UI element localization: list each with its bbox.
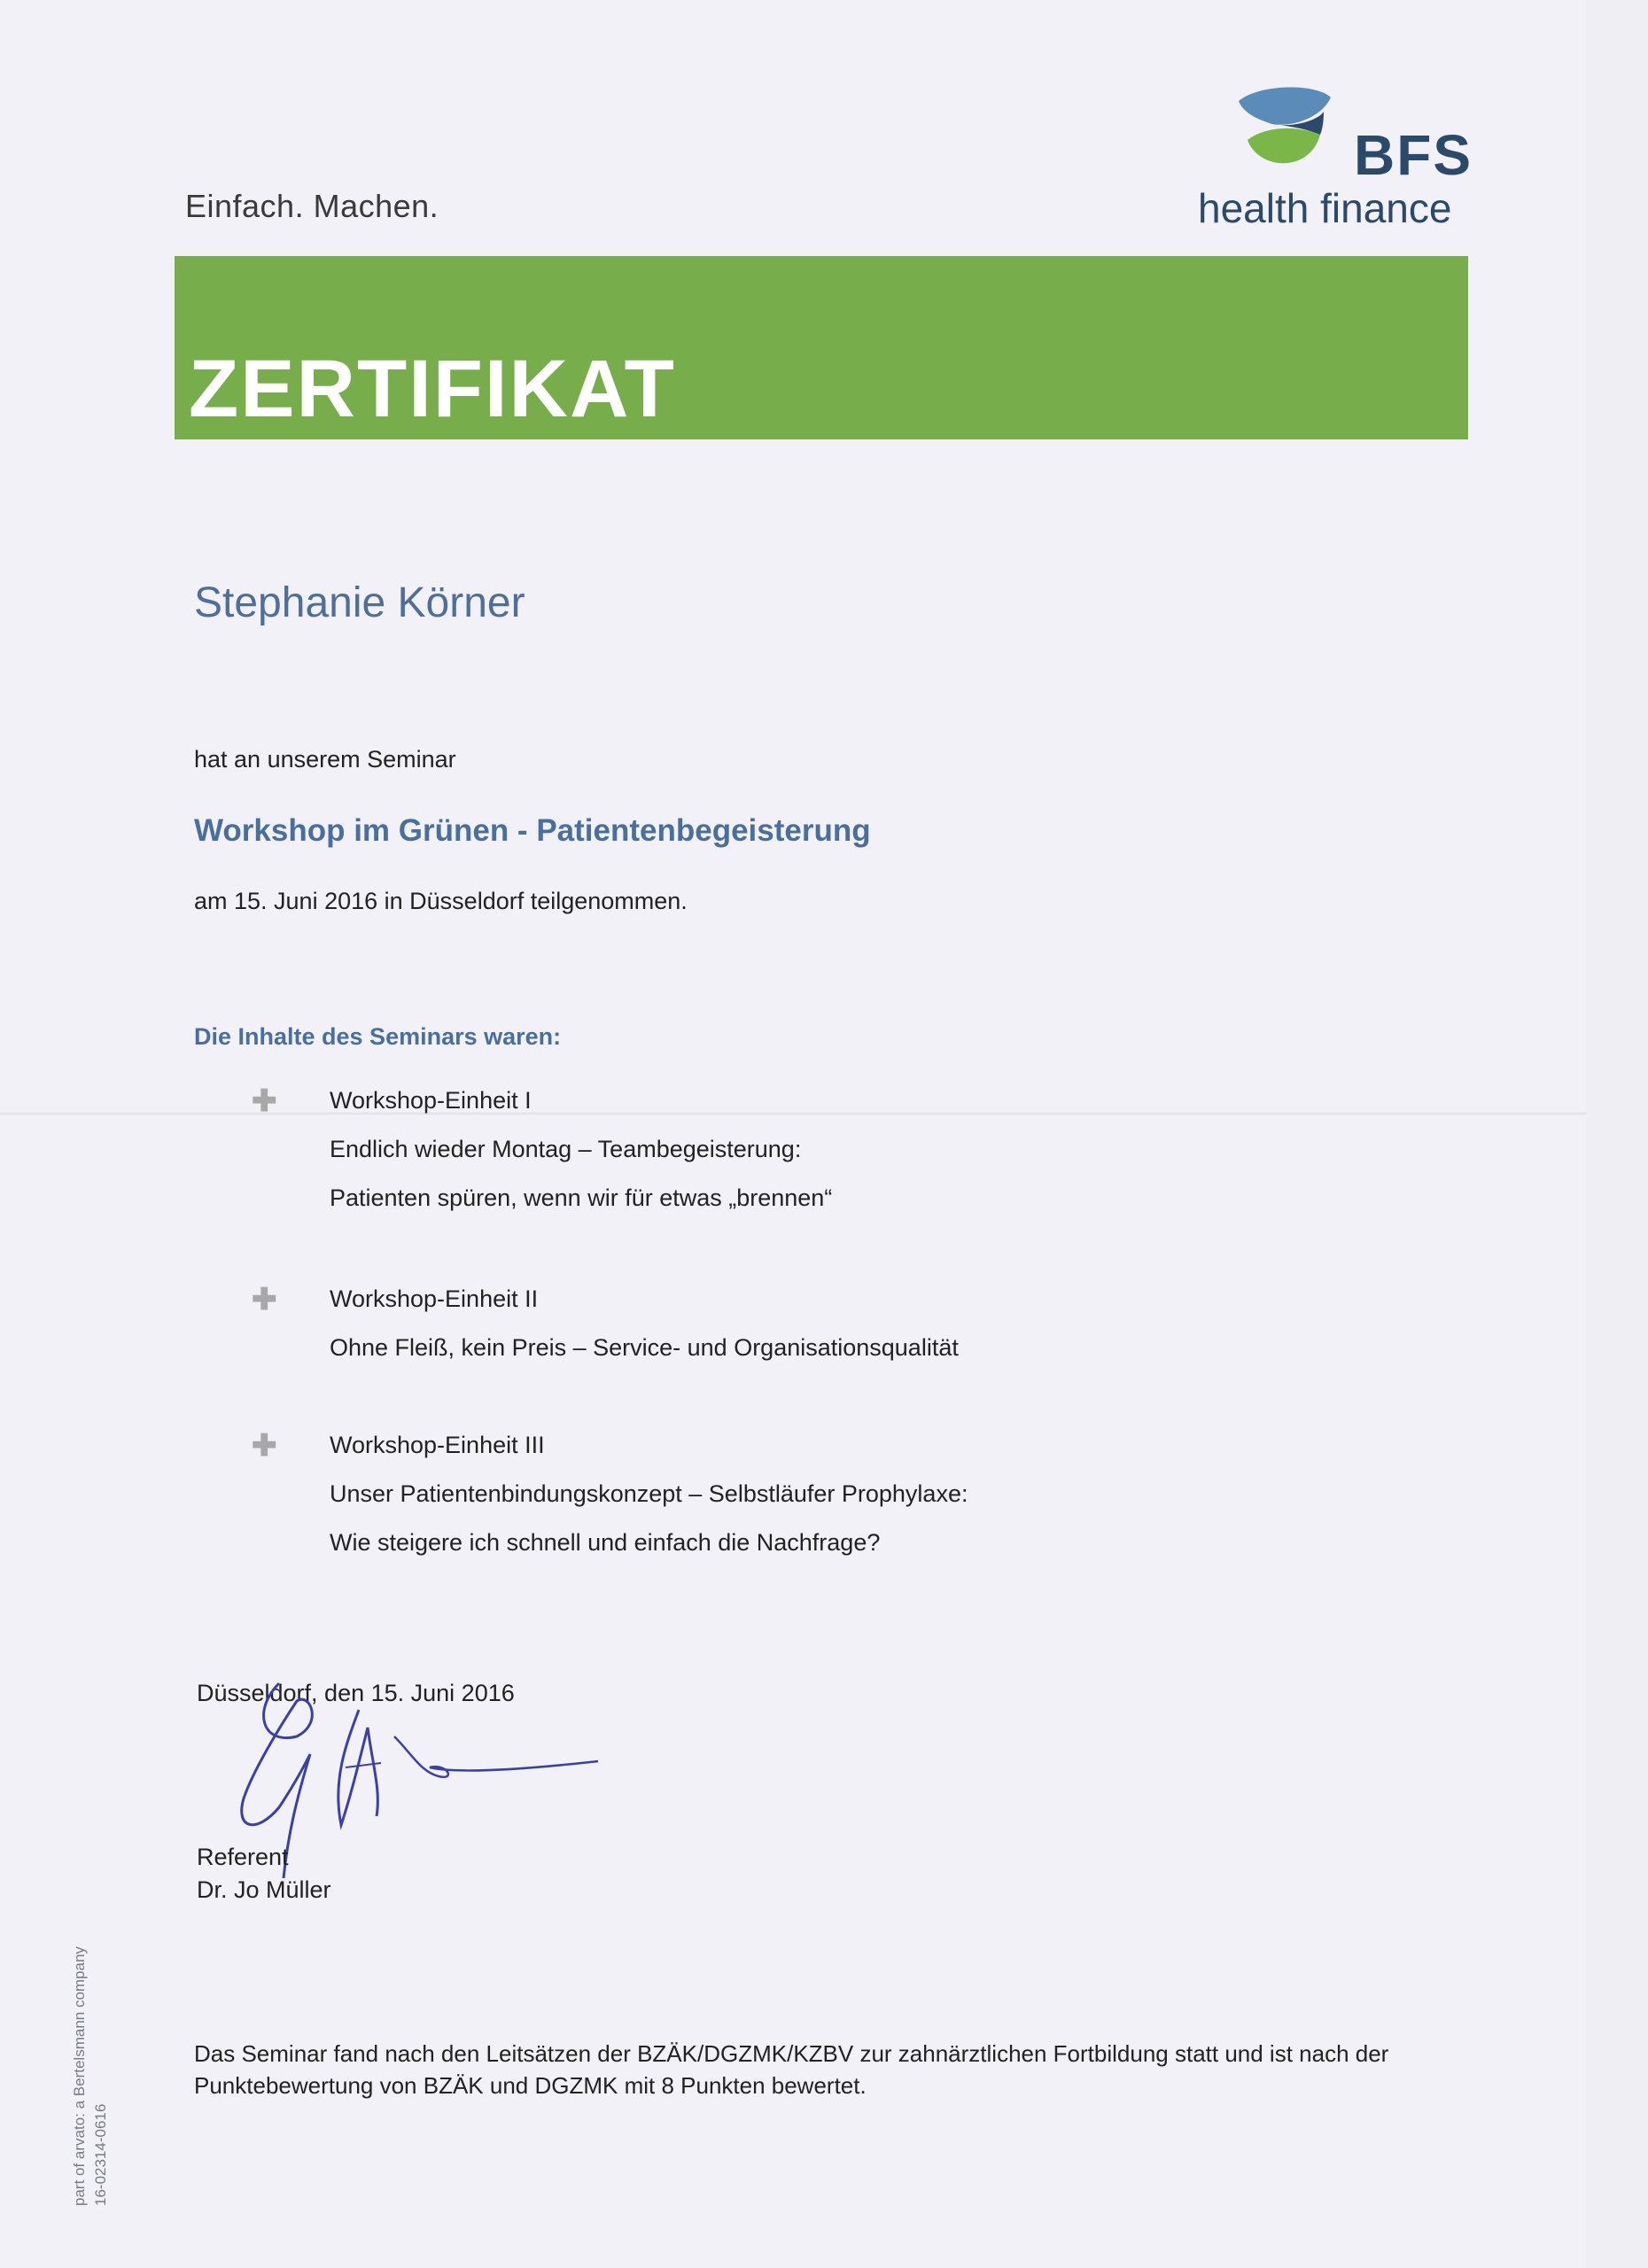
referent-label: Referent bbox=[197, 1844, 289, 1870]
logo-brand: BFS bbox=[1354, 123, 1473, 187]
logo-subtitle: health finance bbox=[1198, 185, 1452, 231]
footnote: Das Seminar fand nach den Leitsätzen der BZÄK/DGZMK/KZBV zur zahnärztlichen Fortbildung statt und ist nach der Punktebewertung von BZÄK und DGZMK mit 8 Punkten bewertet. bbox=[194, 2040, 1389, 2099]
item-1-title: Workshop-Einheit I bbox=[330, 1087, 532, 1114]
sidebar-code: 16-02314-0616 bbox=[92, 2103, 109, 2206]
plus-icon: ✚ bbox=[252, 1429, 277, 1463]
seminar-title: Workshop im Grünen - Patientenbegeisterung bbox=[194, 813, 871, 848]
plus-icon: ✚ bbox=[252, 1283, 277, 1317]
recipient-name: Stephanie Körner bbox=[194, 579, 525, 626]
title-banner bbox=[175, 256, 1468, 439]
item-1-line-2: Patienten spüren, wenn wir für etwas „brennen“ bbox=[330, 1184, 833, 1211]
intro-text: hat an unserem Seminar bbox=[194, 746, 456, 773]
item-3-line-1: Unser Patientenbindungskonzept – Selbstläufer Prophylaxe: bbox=[330, 1480, 968, 1507]
item-3-title: Workshop-Einheit III bbox=[330, 1432, 545, 1458]
item-2-line-1: Ohne Fleiß, kein Preis – Service- und Organisationsqualität bbox=[330, 1334, 959, 1361]
sidebar-imprint bbox=[69, 1946, 112, 2206]
tagline: Einfach. Machen. bbox=[185, 188, 439, 224]
item-1-line-1: Endlich wieder Montag – Teambegeisterung: bbox=[330, 1136, 802, 1162]
item-2-title: Workshop-Einheit II bbox=[330, 1285, 539, 1312]
seminar-date-line: am 15. Juni 2016 in Düsseldorf teilgenommen. bbox=[194, 888, 688, 914]
plus-icon: ✚ bbox=[252, 1084, 277, 1118]
referent-name: Dr. Jo Müller bbox=[197, 1876, 331, 1903]
bfs-logo-icon bbox=[1232, 85, 1338, 178]
contents-heading: Die Inhalte des Seminars waren: bbox=[194, 1023, 562, 1050]
sidebar-company: part of arvato: a Bertelsmann company bbox=[71, 1946, 88, 2206]
paper-fold bbox=[0, 1111, 1586, 1116]
place-date: Düsseldorf, den 15. Juni 2016 bbox=[197, 1680, 515, 1706]
certificate-title: ZERTIFIKAT bbox=[189, 344, 676, 434]
item-3-line-2: Wie steigere ich schnell und einfach die Nachfrage? bbox=[330, 1529, 881, 1556]
bfs-logo bbox=[1187, 85, 1489, 236]
